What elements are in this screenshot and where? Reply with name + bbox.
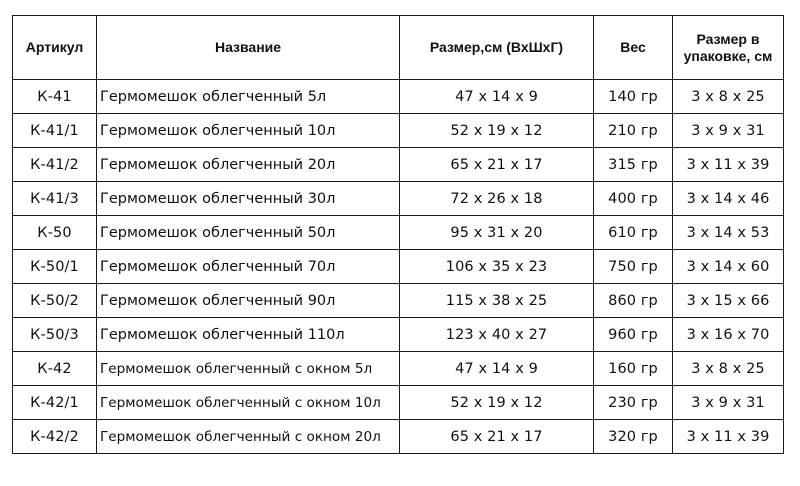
cell-weight: 320 гр xyxy=(594,420,673,454)
table-row xyxy=(13,182,784,216)
cell-name: Гермомешок облегченный 90л xyxy=(97,284,400,318)
table-row xyxy=(13,284,784,318)
cell-size: 65 x 21 x 17 xyxy=(400,148,594,182)
cell-size: 106 x 35 x 23 xyxy=(400,250,594,284)
header-row xyxy=(13,16,784,80)
table-row xyxy=(13,250,784,284)
cell-size: 47 x 14 x 9 xyxy=(400,352,594,386)
cell-weight: 860 гр xyxy=(594,284,673,318)
cell-article: К-41 xyxy=(13,80,97,114)
cell-weight: 210 гр xyxy=(594,114,673,148)
product-specs-table xyxy=(12,15,784,454)
table-row xyxy=(13,420,784,454)
cell-pack-size: 3 x 9 x 31 xyxy=(673,114,784,148)
cell-weight: 160 гр xyxy=(594,352,673,386)
table-row xyxy=(13,318,784,352)
cell-size: 52 x 19 x 12 xyxy=(400,114,594,148)
cell-name: Гермомешок облегченный 70л xyxy=(97,250,400,284)
cell-article: К-42 xyxy=(13,352,97,386)
cell-pack-size: 3 x 15 x 66 xyxy=(673,284,784,318)
cell-weight: 750 гр xyxy=(594,250,673,284)
cell-name: Гермомешок облегченный 30л xyxy=(97,182,400,216)
cell-article: К-41/1 xyxy=(13,114,97,148)
cell-name: Гермомешок облегченный 50л xyxy=(97,216,400,250)
cell-size: 72 x 26 x 18 xyxy=(400,182,594,216)
table-row xyxy=(13,386,784,420)
column-header-size: Размер,см (ВхШхГ) xyxy=(400,16,594,80)
cell-article: К-50/2 xyxy=(13,284,97,318)
cell-name: Гермомешок облегченный 110л xyxy=(97,318,400,352)
cell-weight: 400 гр xyxy=(594,182,673,216)
table-row xyxy=(13,352,784,386)
cell-weight: 230 гр xyxy=(594,386,673,420)
cell-pack-size: 3 x 9 x 31 xyxy=(673,386,784,420)
cell-pack-size: 3 x 8 x 25 xyxy=(673,352,784,386)
table-row xyxy=(13,114,784,148)
cell-size: 65 x 21 x 17 xyxy=(400,420,594,454)
cell-size: 52 x 19 x 12 xyxy=(400,386,594,420)
product-table-container xyxy=(12,15,784,454)
cell-article: К-41/3 xyxy=(13,182,97,216)
cell-name: Гермомешок облегченный 20л xyxy=(97,148,400,182)
cell-weight: 315 гр xyxy=(594,148,673,182)
column-header-name: Название xyxy=(97,16,400,80)
cell-name: Гермомешок облегченный 5л xyxy=(97,80,400,114)
cell-pack-size: 3 x 14 x 60 xyxy=(673,250,784,284)
cell-pack-size: 3 x 8 x 25 xyxy=(673,80,784,114)
cell-article: К-50/3 xyxy=(13,318,97,352)
cell-size: 123 x 40 x 27 xyxy=(400,318,594,352)
cell-article: К-42/1 xyxy=(13,386,97,420)
cell-name: Гермомешок облегченный 10л xyxy=(97,114,400,148)
cell-size: 115 x 38 x 25 xyxy=(400,284,594,318)
column-header-article: Артикул xyxy=(13,16,97,80)
cell-weight: 960 гр xyxy=(594,318,673,352)
cell-size: 95 x 31 x 20 xyxy=(400,216,594,250)
cell-pack-size: 3 x 16 x 70 xyxy=(673,318,784,352)
cell-name: Гермомешок облегченный с окном 5л xyxy=(97,352,400,386)
table-row xyxy=(13,80,784,114)
cell-article: К-50/1 xyxy=(13,250,97,284)
cell-pack-size: 3 x 11 x 39 xyxy=(673,420,784,454)
cell-pack-size: 3 x 14 x 46 xyxy=(673,182,784,216)
cell-article: К-42/2 xyxy=(13,420,97,454)
cell-pack-size: 3 x 14 x 53 xyxy=(673,216,784,250)
cell-size: 47 x 14 x 9 xyxy=(400,80,594,114)
cell-article: К-50 xyxy=(13,216,97,250)
cell-weight: 610 гр xyxy=(594,216,673,250)
column-header-weight: Вес xyxy=(594,16,673,80)
cell-article: К-41/2 xyxy=(13,148,97,182)
column-header-pack-size: Размер в упаковке, см xyxy=(673,16,784,80)
table-row xyxy=(13,216,784,250)
cell-pack-size: 3 x 11 x 39 xyxy=(673,148,784,182)
cell-name: Гермомешок облегченный с окном 10л xyxy=(97,386,400,420)
cell-weight: 140 гр xyxy=(594,80,673,114)
table-row xyxy=(13,148,784,182)
cell-name: Гермомешок облегченный с окном 20л xyxy=(97,420,400,454)
